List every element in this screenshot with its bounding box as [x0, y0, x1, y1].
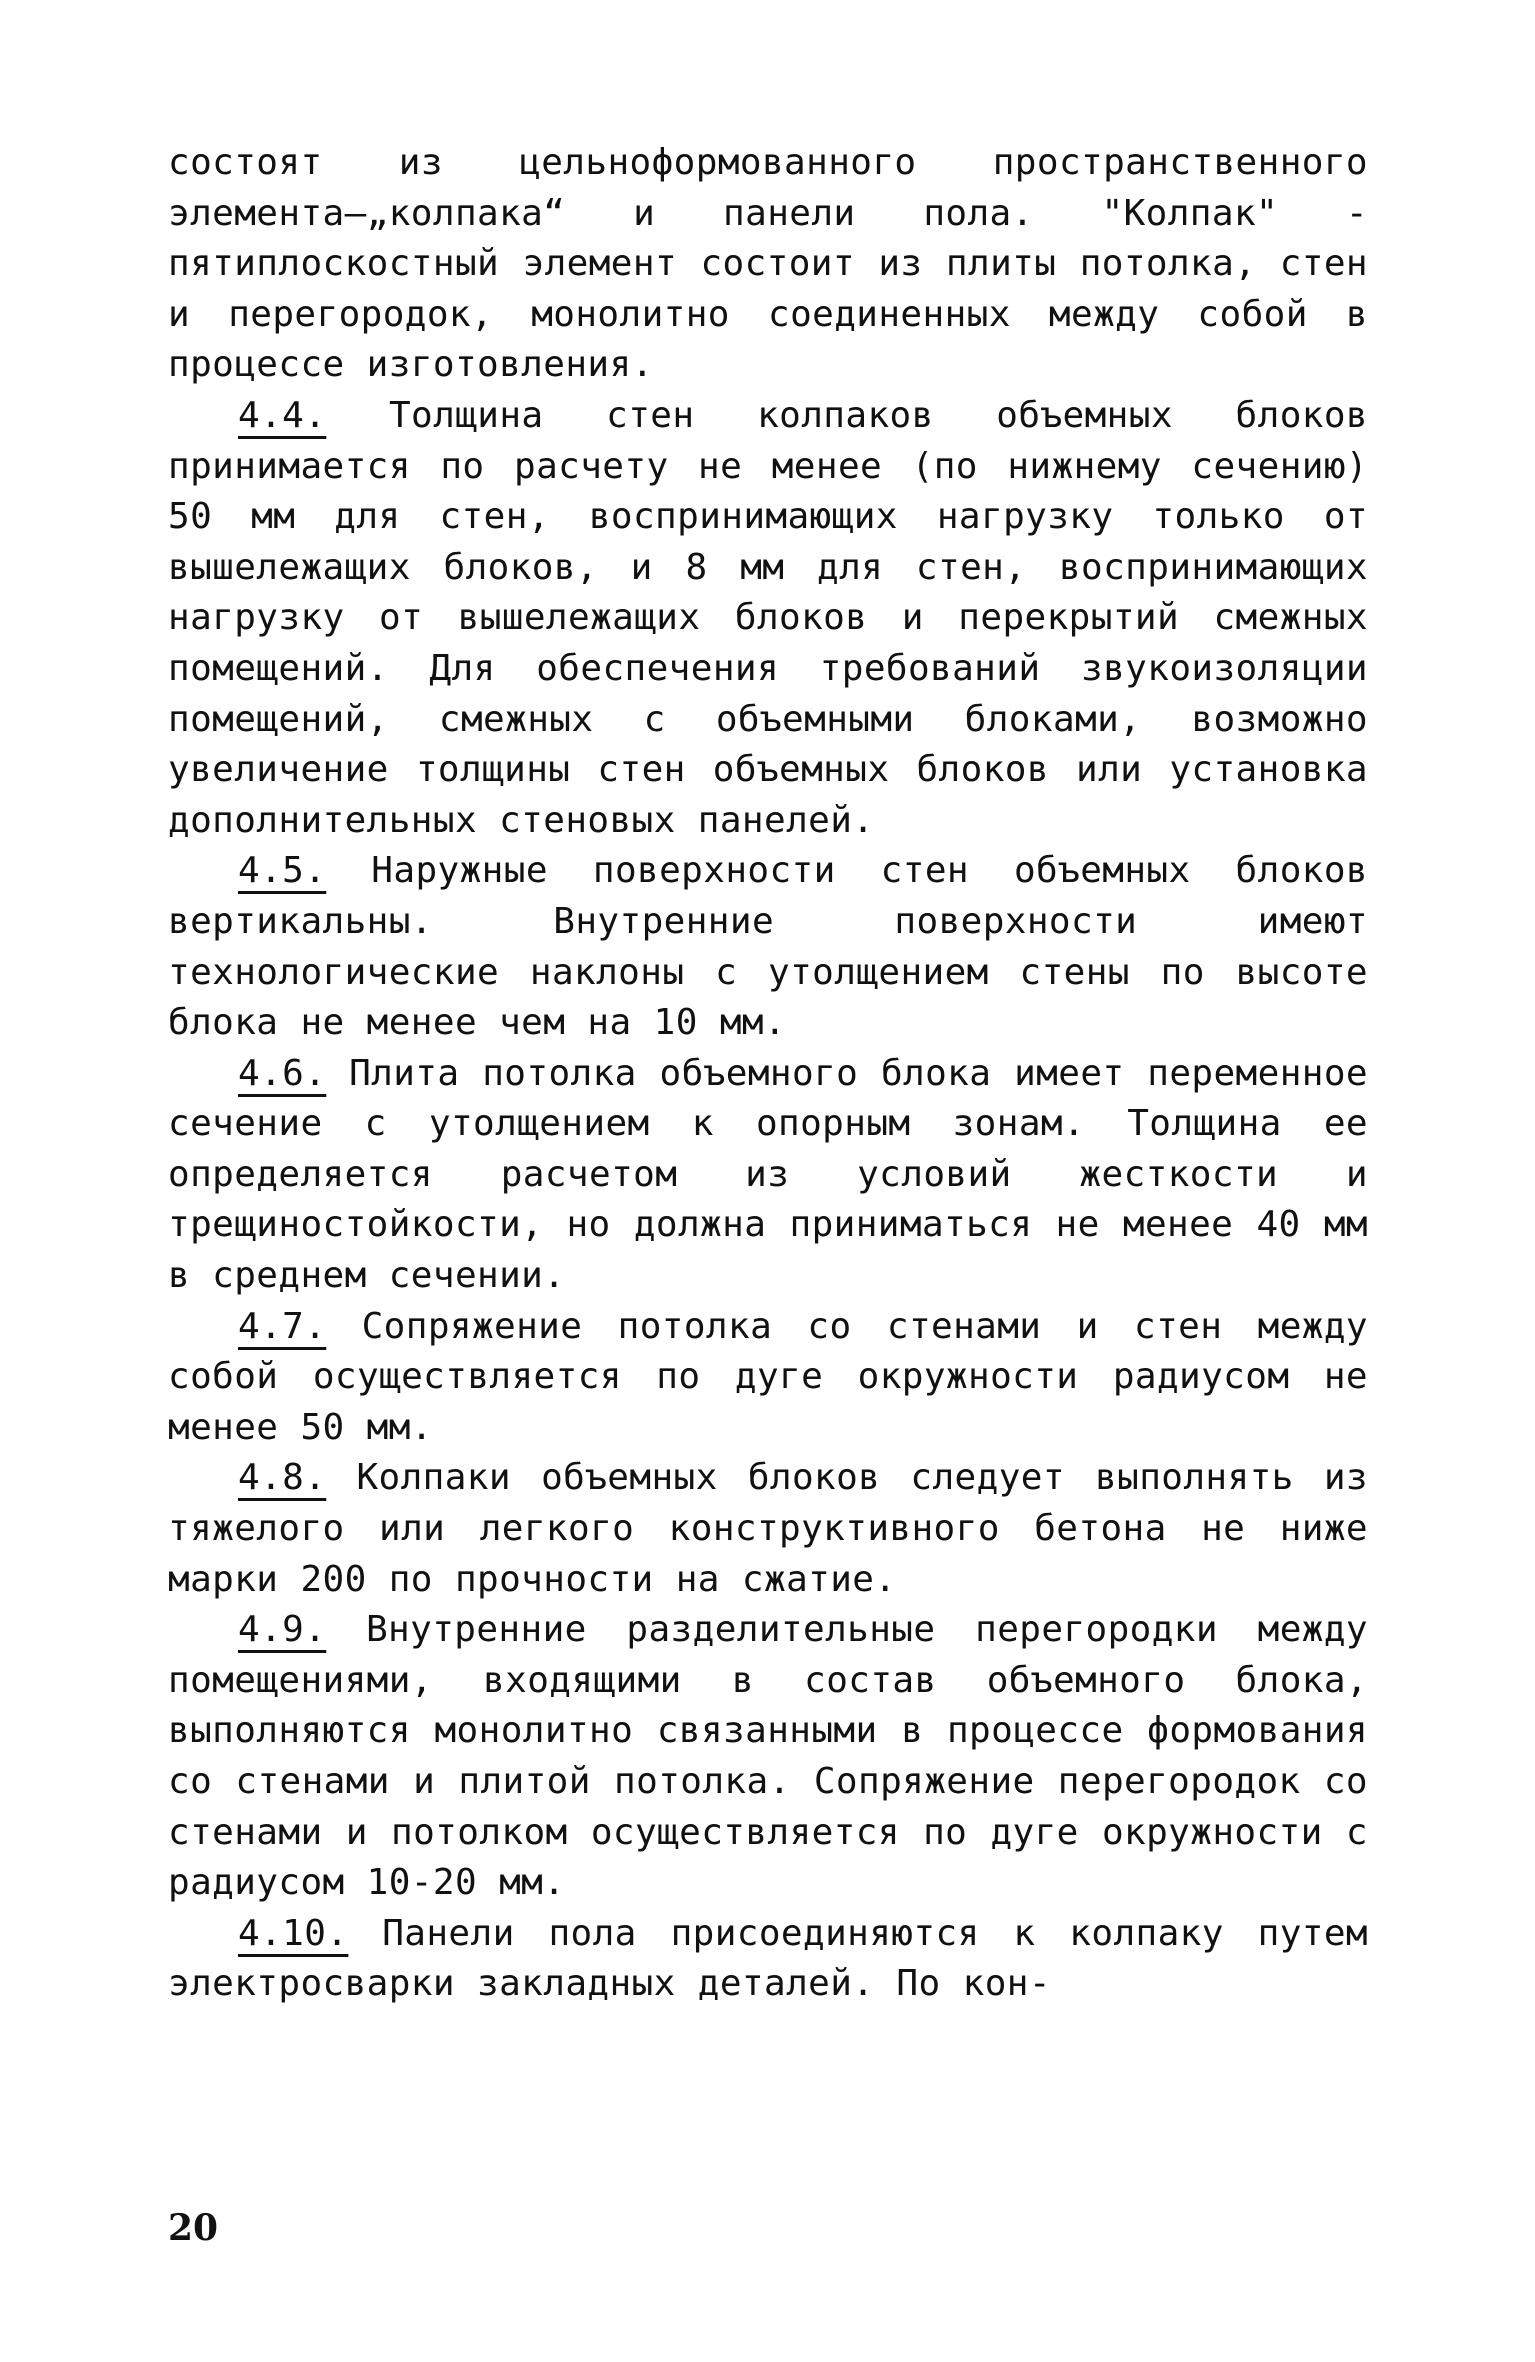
- paragraph-4-7: [168, 1302, 1368, 1454]
- section-text: Наружные поверхности стен объемных блоков вертикальны. Внутренние поверхности имеют технологические наклоны с утолщением стены по высоте блока не менее чем на 10 мм.: [168, 850, 1368, 1044]
- paragraph-4-4: [168, 391, 1368, 846]
- section-text: Сопряжение потолка со стенами и стен между собой осуществляется по дуге окружности радиусом не менее 50 мм.: [168, 1305, 1368, 1448]
- paragraph-4-8: [168, 1453, 1368, 1605]
- section-text: Панели пола присоединяются к колпаку путем электросварки закладных деталей. По кон-: [168, 1912, 1369, 2005]
- section-number: 4.5.: [238, 850, 327, 892]
- section-text: Плита потолка объемного блока имеет переменное сечение с утолщением к опорным зонам. Толщина ее определяется расчетом из условий жесткости и трещиностойкости, но должна приниматься не менее 40 мм в среднем сечении.: [168, 1052, 1368, 1297]
- section-text: Внутренние разделительные перегородки между помещениями, входящими в состав объемного блока, выполняются монолитно связанными в процессе формования со стенами и плитой потолка. Сопряжение перегородок со стенами и потолком осуществляется по дуге окружности с радиусом 10-20 мм.: [168, 1609, 1368, 1904]
- section-number: 4.8.: [238, 1457, 327, 1499]
- page-number: 20: [168, 2207, 219, 2249]
- section-number: 4.10.: [238, 1912, 349, 1954]
- section-number: 4.7.: [238, 1305, 327, 1347]
- paragraph-4-5: [168, 846, 1368, 1048]
- paragraph-4-10: [168, 1909, 1368, 2010]
- body-text: [168, 138, 1368, 2010]
- section-number: 4.9.: [238, 1609, 327, 1651]
- section-text: Колпаки объемных блоков следует выполнять из тяжелого или легкого конструктивного бетона не ниже марки 200 по прочности на сжатие.: [168, 1457, 1368, 1600]
- paragraph-4-6: [168, 1049, 1368, 1302]
- intro-paragraph: состоят из цельноформованного пространственного элемента–„колпака“ и панели пола. "Колпак" - пятиплоскостный элемент состоит из плиты потолка, стен и перегородок, монолитно соединенных между собой в процессе изготовления.: [168, 142, 1368, 386]
- section-number: 4.6.: [238, 1052, 327, 1094]
- section-text: Толщина стен колпаков объемных блоков принимается по расчету не менее (по нижнему сечению) 50 мм для стен, воспринимающих нагрузку только от вышележащих блоков, и 8 мм для стен, воспринимающих нагрузку от вышележащих блоков и перекрытий смежных помещений. Для обеспечения требований звукоизоляции помещений, смежных с объемными блоками, возможно увеличение толщины стен объемных блоков или установка дополнительных стеновых панелей.: [168, 394, 1368, 841]
- paragraph-4-9: [168, 1605, 1368, 1909]
- section-number: 4.4.: [238, 394, 327, 436]
